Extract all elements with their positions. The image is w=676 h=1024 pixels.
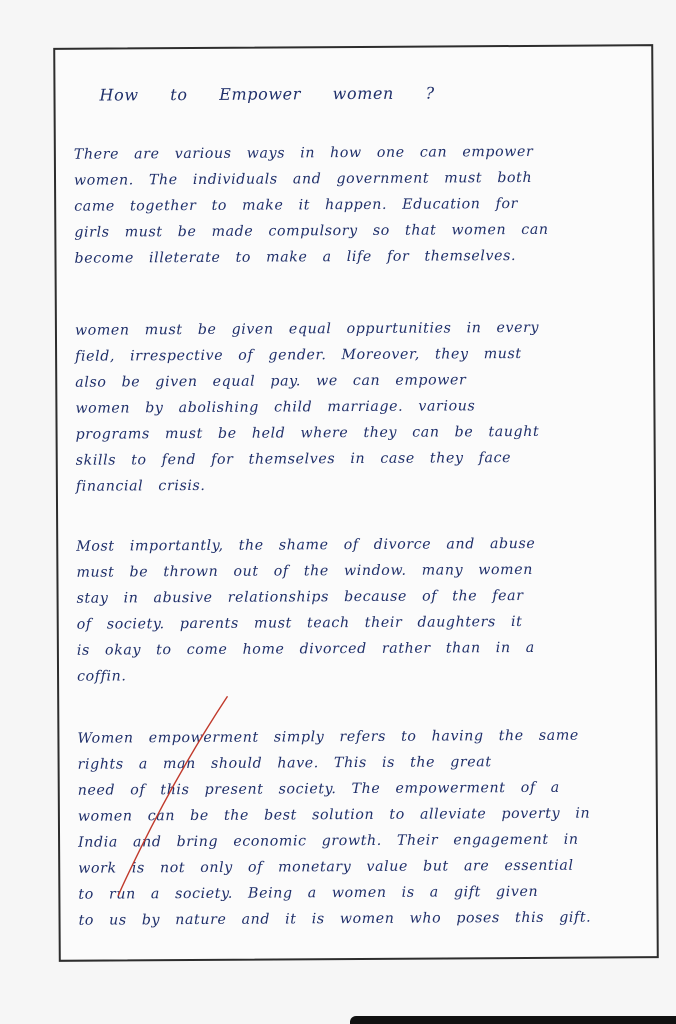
text-line: women can be the best solution to alleviate poverty in [77,805,591,825]
text-line: work is not only of monetary value but are essential [78,857,574,877]
text-line: become illeterate to make a life for themselves. [74,248,517,267]
text-line: need of this present society. The empowerment of a [77,779,560,799]
text-line: field, irrespective of gender. Moreover, they must [75,345,522,365]
text-line: rights a man should have. This is the great [77,754,492,773]
text-line: must be thrown out of the window. many women [76,561,533,581]
text-line: stay in abusive relationships because of the fear [76,587,524,607]
paragraph-1 [74,138,645,271]
text-line: girls must be made compulsory so that women can [74,221,549,241]
text-line: women by abolishing child marriage. various [75,398,476,417]
text-line: women. The individuals and government must both [73,169,533,189]
text-line: There are various ways in how one can empower [73,143,534,163]
paragraph-2 [75,314,646,499]
text-line: Most importantly, the shame of divorce and abuse [76,535,536,555]
notebook-page-frame [53,44,659,962]
text-line: to us by nature and it is women who poses this gift. [78,909,592,929]
text-line: of society. parents must teach their daughters it [76,613,523,633]
text-line: also be given equal pay. we can empower [75,372,467,391]
paragraph-4 [77,722,648,933]
text-line: coffin. [77,668,127,685]
text-line: financial crisis. [75,477,206,495]
page-edge-shadow [350,1016,676,1024]
text-line: came together to make it happen. Education for [74,196,519,215]
text-line: programs must be held where they can be taught [75,423,540,443]
text-line: Women empowerment simply refers to having the same [77,727,579,747]
page-title: How to Empower women ? [99,83,435,105]
text-line: India and bring economic growth. Their engagement in [78,831,579,851]
paragraph-3 [76,530,647,689]
text-line: women must be given equal oppurtunities in every [74,319,540,339]
text-line: skills to fend for themselves in case they face [75,450,512,469]
text-line: to run a society. Being a women is a gift given [78,883,539,903]
text-line: is okay to come home divorced rather than in a [76,639,535,659]
